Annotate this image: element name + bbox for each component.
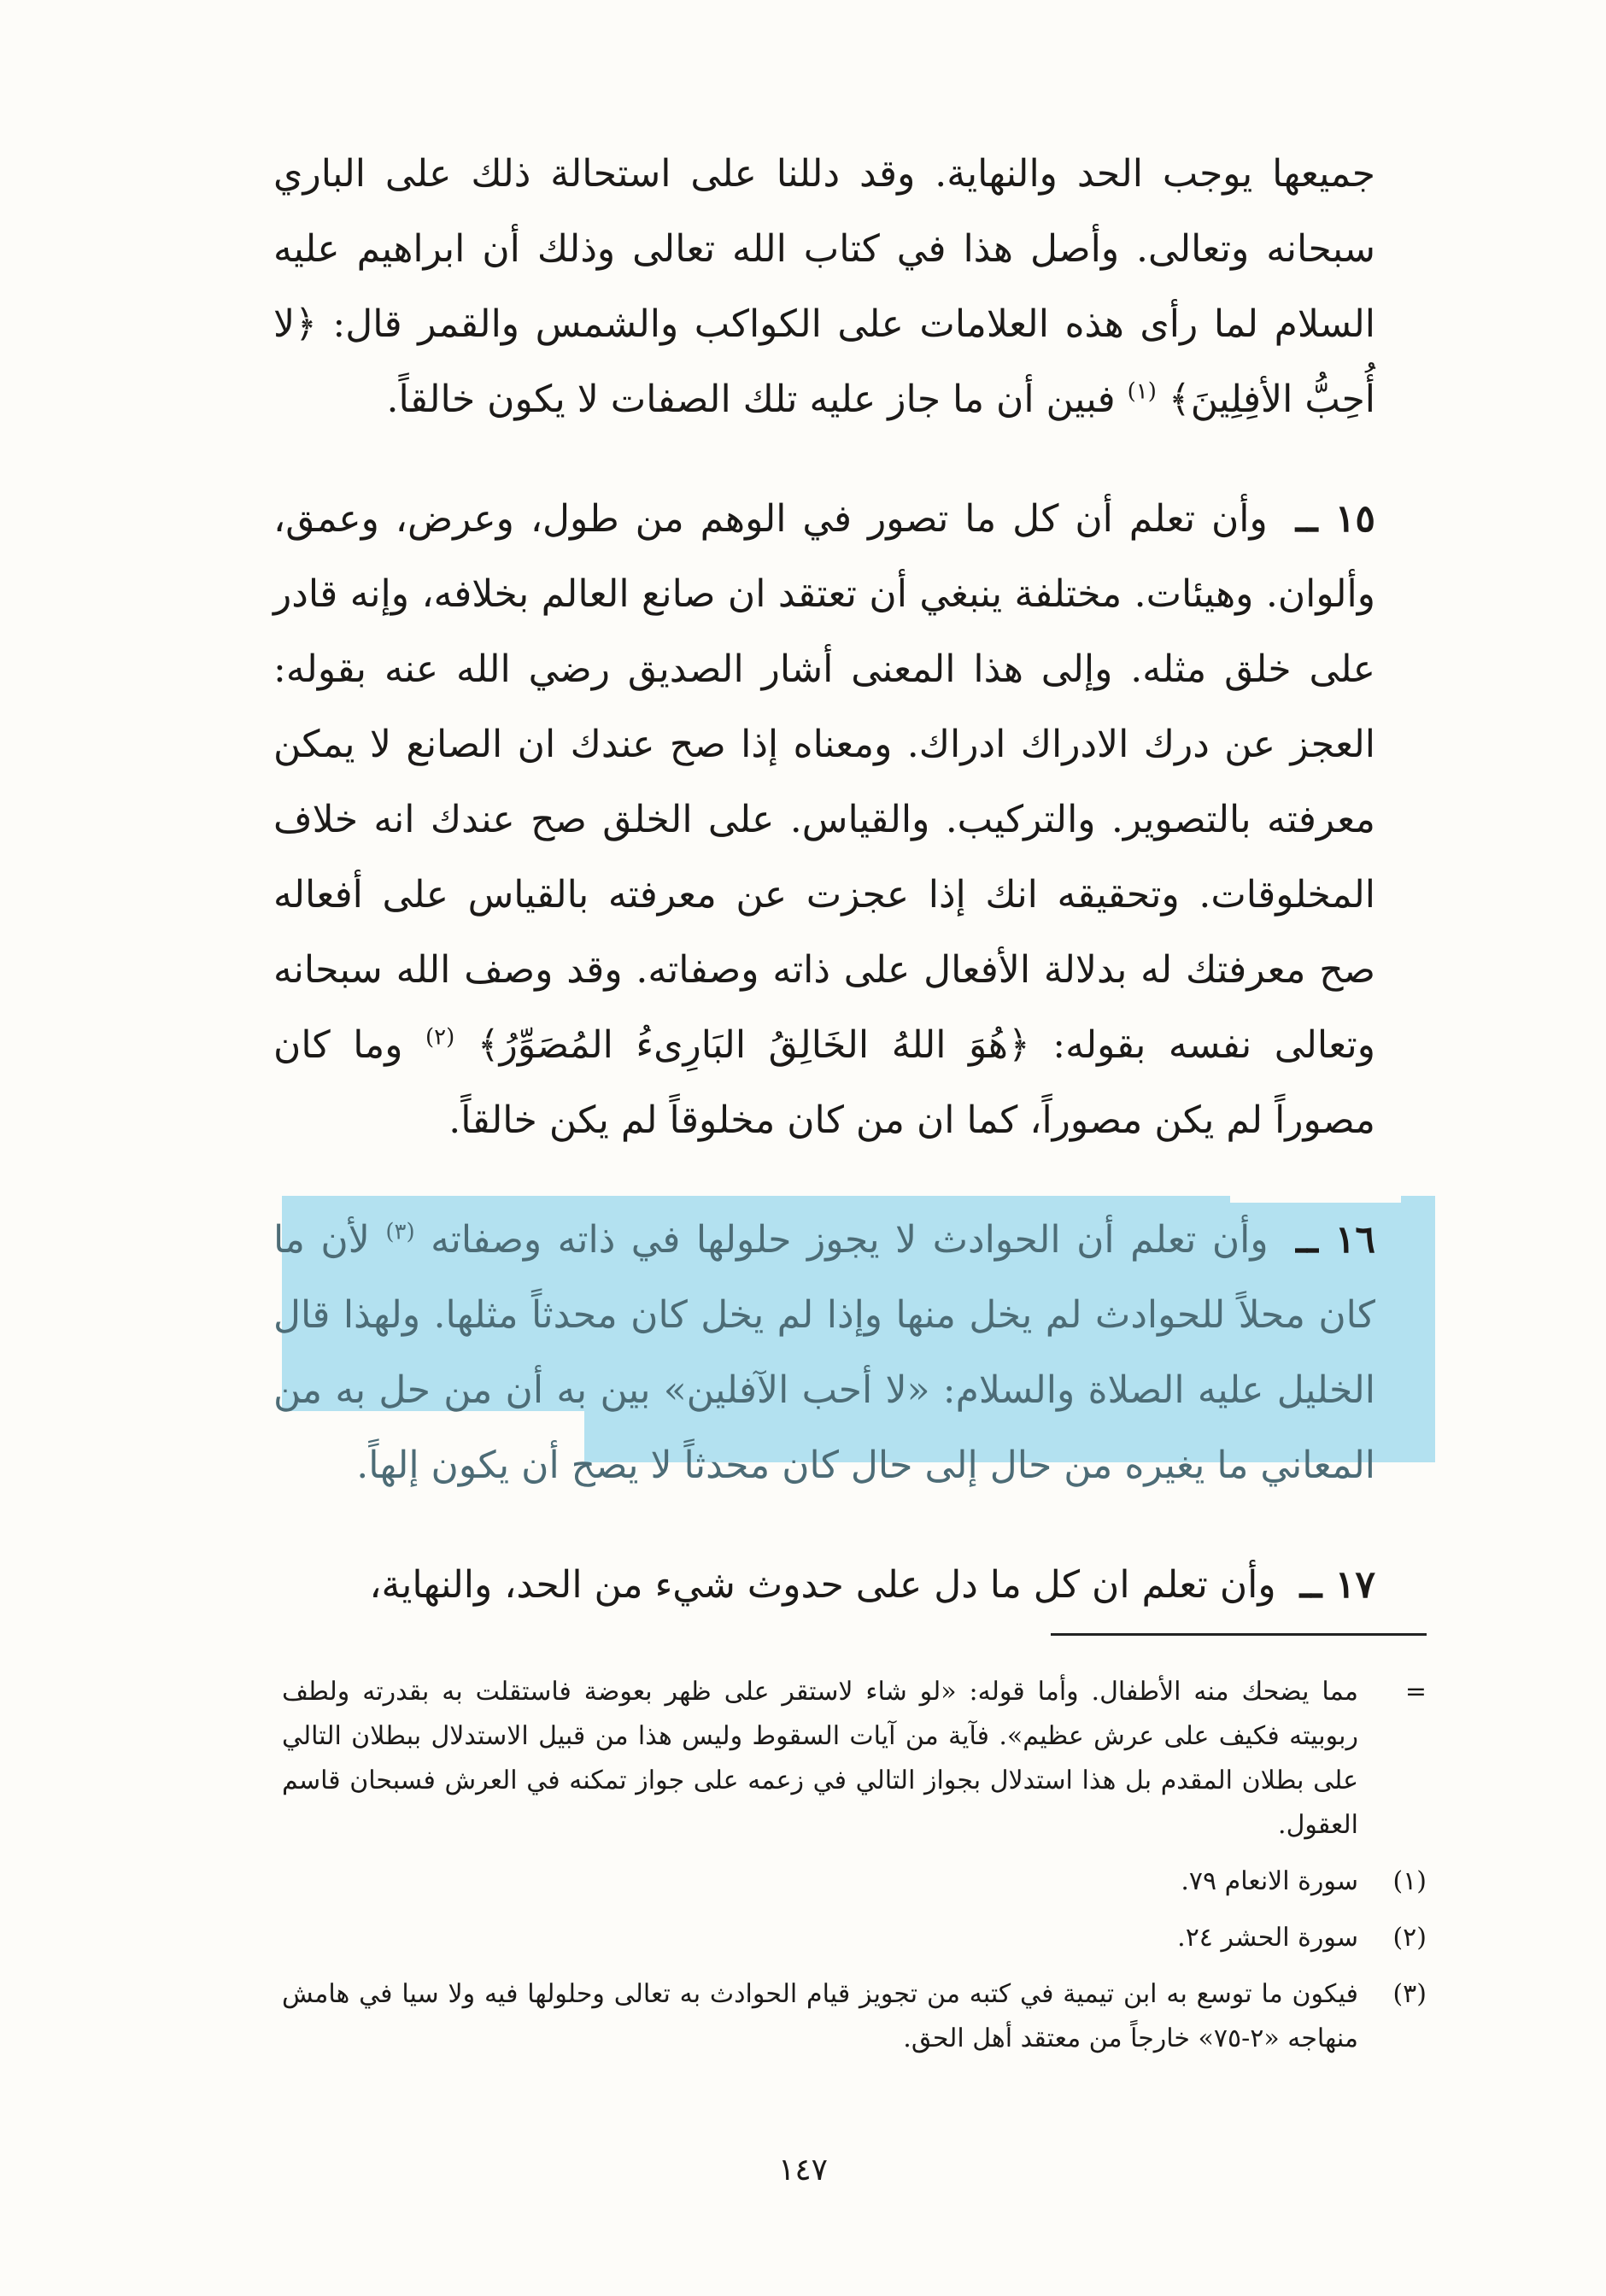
footnote-3[interactable] <box>282 1972 1427 2061</box>
paragraph-16[interactable] <box>273 1203 1375 1503</box>
footnote-marker: (١) <box>1392 1866 1427 1896</box>
paragraph-text: جميعها يوجب الحد والنهاية. وقد دللنا على استحالة ذلك على الباري سبحانه وتعالى. وأصل هذا في كتاب الله تعالى وذلك أن ابراهيم عليه السلام لما رأى هذه العلامات على الكواكب والشمس والقمر قال: ﴿لا أُحِبُّ الأفِلِينَ﴾ <box>273 152 1375 421</box>
footnote-1[interactable] <box>282 1860 1427 1904</box>
footnote-text: فيكون ما توسع به ابن تيمية في كتبه من تجويز قيام الحوادث به تعالى وحلولها فيه ولا سيا في هامش منهاجه «٢-٧٥» خارجاً من معتقد أهل الحق. <box>282 1979 1358 2053</box>
footnote-divider <box>1051 1633 1427 1636</box>
paragraph-text: وأن تعلم أن الحوادث لا يجوز حلولها في ذاته وصفاته <box>431 1218 1269 1262</box>
paragraph-15[interactable] <box>273 482 1375 1158</box>
footnote-2[interactable] <box>282 1916 1427 1960</box>
paragraph-tail: فبين أن ما جاز عليه تلك الصفات لا يكون خالقاً. <box>386 378 1116 421</box>
footnote-ref: (٣) <box>385 1219 415 1245</box>
paragraph-intro[interactable] <box>273 137 1375 437</box>
main-text <box>273 137 1375 1623</box>
paragraph-17[interactable] <box>273 1548 1375 1623</box>
paragraph-tail: وما كان مصوراً لم يكن مصوراً، كما ان من كان مخلوقاً لم يكن خالقاً. <box>273 1023 1375 1142</box>
footnote-text: سورة الانعام ٧٩. <box>1181 1866 1358 1896</box>
paragraph-number: ١٥ ــ <box>1295 497 1375 541</box>
footnote-marker: (٣) <box>1392 1979 1427 2009</box>
footnote-marker: (٢) <box>1392 1923 1427 1953</box>
footnote-marker: = <box>1404 1677 1427 1707</box>
footnote-continuation[interactable] <box>282 1670 1427 1848</box>
footnote-ref: (١) <box>1127 378 1157 405</box>
footnotes <box>282 1670 1427 2061</box>
paragraph-tail: لأن ما كان محلاً للحوادث لم يخل منها وإذا لم يخل كان محدثاً مثلها. ولهذا قال الخليل عليه الصلاة والسلام: «لا أحب الآفلين» بين به أن من حل به من المعاني ما يغيره من حال إلى حال كان محدثاً لا يصح أن يكون إلهاً. <box>273 1218 1375 1487</box>
paragraph-number: ١٦ ــ <box>1296 1218 1375 1262</box>
footnote-ref: (٢) <box>425 1024 455 1051</box>
footnote-text: سورة الحشر ٢٤. <box>1177 1923 1358 1953</box>
paragraph-text: وأن تعلم أن كل ما تصور في الوهم من طول، وعرض، وعمق، وألوان. وهيئات. مختلفة ينبغي أن تعتقد ان صانع العالم بخلافه، وإنه قادر على خلق مثله. وإلى هذا المعنى أشار الصديق رضي الله عنه بقوله: العجز عن درك الادراك ادراك. ومعناه إذا صح عندك ان الصانع لا يمكن معرفته بالتصوير. والتركيب. والقياس. على الخلق صح عندك انه خلاف المخلوقات. وتحقيقه انك إذا عجزت عن معرفته بالقياس على أفعاله صح معرفتك له بدلالة الأفعال على ذاته وصفاته. وقد وصف الله سبحانه وتعالى نفسه بقوله: ﴿هُوَ اللهُ الخَالِقُ البَارِىءُ المُصَوِّرُ﴾ <box>273 497 1376 1067</box>
paragraph-text: وأن تعلم ان كل ما دل على حدوث شيء من الحد، والنهاية، <box>369 1563 1276 1607</box>
paragraph-number: ١٧ ــ <box>1299 1563 1375 1607</box>
page-number: ١٤٧ <box>777 2152 828 2188</box>
footnote-text: مما يضحك منه الأطفال. وأما قوله: «لو شاء لاستقر على ظهر بعوضة فاستقلت به بقدرته ولطف ربوبيته فكيف على عرش عظيم». فآية من آيات السقوط وليس هذا من قبيل الاستدلال ببطلان التالي على بطلان المقدم بل هذا استدلال بجواز التالي في زعمه على جواز تمكنه في العرش فسبحان قاسم العقول. <box>282 1677 1358 1840</box>
